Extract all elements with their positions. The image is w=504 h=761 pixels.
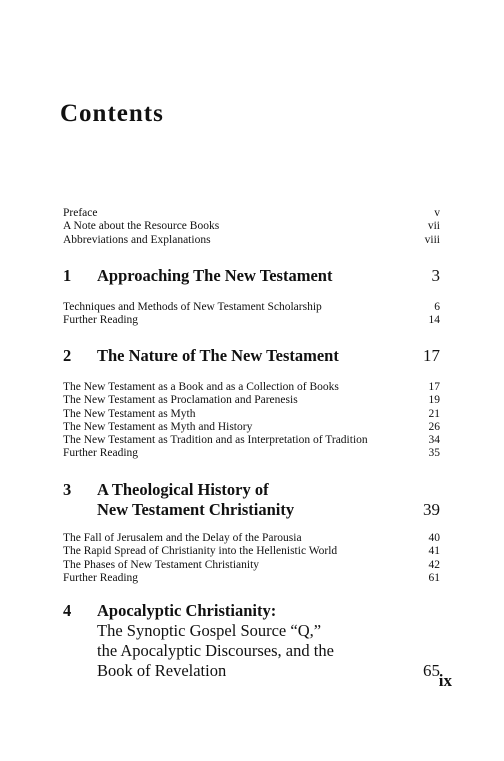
chapter-title <box>97 480 423 520</box>
toc-entry-label: The New Testament as Myth and History <box>63 420 253 433</box>
toc-entry-page: 40 <box>428 532 440 544</box>
toc-entry[interactable] <box>63 394 440 407</box>
chapter-title: The Nature of The New Testament <box>97 346 339 365</box>
toc-entry[interactable] <box>63 381 440 394</box>
toc-entry-page: viii <box>424 233 440 246</box>
toc-entry-label: The New Testament as Proclamation and Parenesis <box>63 394 298 407</box>
toc-entry[interactable] <box>63 434 440 447</box>
toc-entry-page: 19 <box>428 394 440 407</box>
toc-entry-label: Further Reading <box>63 571 139 584</box>
toc-entry-label: Preface <box>63 207 98 219</box>
chapter-1-sections <box>63 301 440 328</box>
chapter-title-line: Book of Revelation <box>97 661 227 680</box>
toc-entry[interactable] <box>63 421 440 434</box>
chapter-3-sections <box>63 532 440 585</box>
chapter-page: 17 <box>423 346 440 365</box>
chapter-4-heading[interactable] <box>63 601 440 681</box>
toc-entry-label: The New Testament as Myth <box>63 407 196 420</box>
toc-entry-label: Abbreviations and Explanations <box>63 233 211 246</box>
chapter-title: Approaching The New Testament <box>97 266 333 285</box>
chapter-2-sections <box>63 381 440 461</box>
toc-entry-page: 26 <box>428 420 440 433</box>
toc-entry-preface[interactable] <box>63 207 440 220</box>
chapter-1-heading[interactable] <box>63 266 440 286</box>
toc-entry[interactable] <box>63 532 440 545</box>
chapter-title-line: A Theological History of <box>97 480 269 499</box>
toc-entry-label: The New Testament as Tradition and as Interpretation of Tradition <box>63 434 368 447</box>
toc-entry[interactable] <box>63 447 440 460</box>
toc-entry-label: The Rapid Spread of Christianity into the Hellenistic World <box>63 545 338 558</box>
toc-entry[interactable] <box>63 559 440 572</box>
toc-entry[interactable] <box>63 408 440 421</box>
toc-entry-label: A Note about the Resource Books <box>63 220 220 233</box>
chapter-3-heading[interactable] <box>63 480 440 520</box>
front-matter-list <box>63 207 440 247</box>
chapter-title-line: New Testament Christianity <box>97 500 295 519</box>
toc-entry-page: 17 <box>428 381 440 393</box>
chapter-title-line: the Apocalyptic Discourses, and the <box>97 641 334 660</box>
toc-entry-label: The New Testament as a Book and as a Collection of Books <box>63 381 339 393</box>
toc-entry-page: 61 <box>428 571 440 584</box>
chapter-page: 3 <box>431 266 440 285</box>
toc-entry-page: 34 <box>428 434 440 447</box>
chapter-page: 39 <box>423 500 440 519</box>
toc-entry-label: The Fall of Jerusalem and the Delay of the Parousia <box>63 532 302 544</box>
toc-entry-label: Further Reading <box>63 314 139 327</box>
chapter-number: 2 <box>63 346 72 365</box>
chapter-title-line: The Synoptic Gospel Source “Q,” <box>97 621 322 640</box>
toc-entry-page: v <box>434 207 440 219</box>
toc-entry-page: vii <box>427 220 440 233</box>
toc-entry-page: 14 <box>428 314 440 327</box>
toc-entry[interactable] <box>63 545 440 558</box>
page-title: Contents <box>60 100 164 127</box>
chapter-2-heading[interactable] <box>63 346 440 366</box>
page-folio: ix <box>438 671 452 690</box>
toc-entry-page: 21 <box>428 407 440 420</box>
chapter-page: 65 <box>423 661 440 680</box>
toc-entry-label: The Phases of New Testament Christianity <box>63 558 260 571</box>
toc-entry-label: Further Reading <box>63 447 139 460</box>
chapter-number: 1 <box>63 266 72 285</box>
toc-entry-note-resource-books[interactable] <box>63 220 440 233</box>
toc-entry-page: 35 <box>428 447 440 460</box>
toc-entry[interactable] <box>63 314 440 327</box>
toc-entry-page: 6 <box>434 301 440 313</box>
toc-entry-abbreviations[interactable] <box>63 234 440 247</box>
chapter-number: 4 <box>63 601 72 620</box>
toc-entry[interactable] <box>63 572 440 585</box>
chapter-title <box>97 601 423 681</box>
chapter-title-line: Apocalyptic Christianity: <box>97 601 277 620</box>
toc-entry-page: 42 <box>428 558 440 571</box>
toc-entry[interactable] <box>63 301 440 314</box>
toc-entry-label: Techniques and Methods of New Testament Scholarship <box>63 301 322 313</box>
toc-entry-page: 41 <box>428 545 440 558</box>
chapter-number: 3 <box>63 480 72 499</box>
